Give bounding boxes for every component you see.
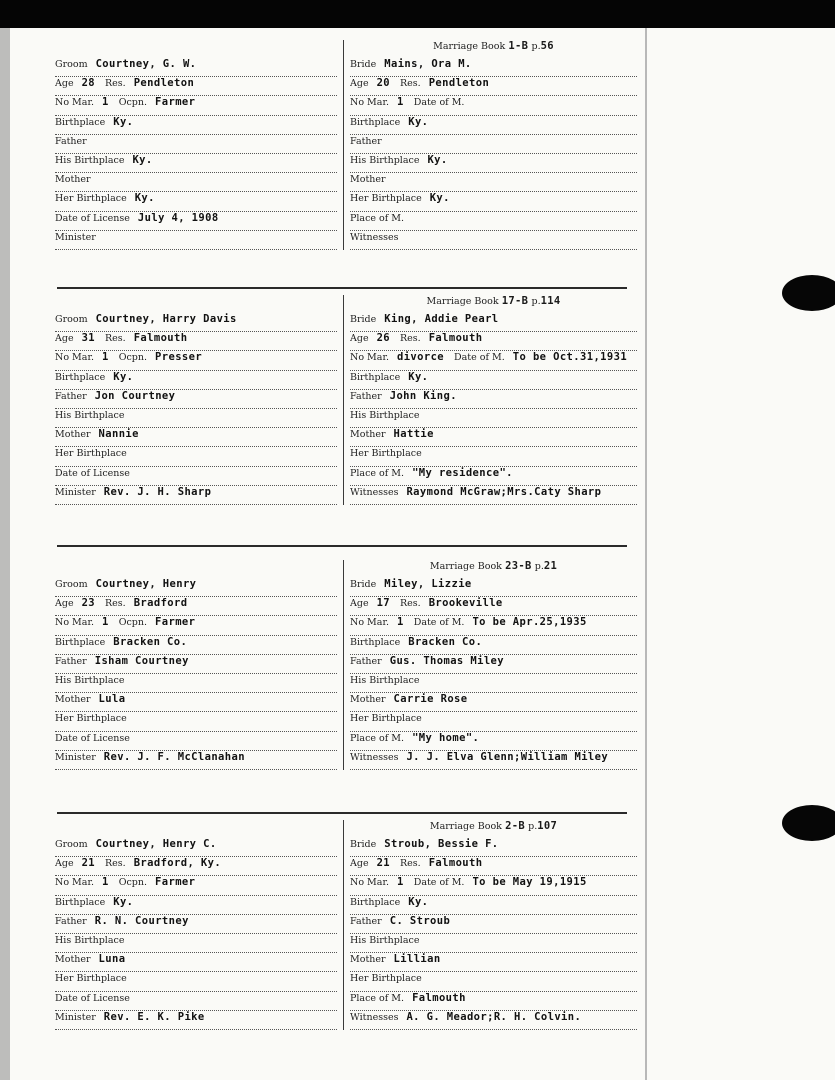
punch-hole-upper <box>782 275 835 311</box>
groom-minister-row: Minister <box>55 231 337 250</box>
bride-column <box>343 40 637 250</box>
bride-mother: Lillian <box>393 953 441 966</box>
marriage-book-page: 107 <box>537 820 558 832</box>
date-of-marriage: To be May 19,1915 <box>472 876 587 889</box>
bride-age-row: Age 21 Res. Falmouth <box>350 857 637 876</box>
page-margin-rule <box>645 28 647 1080</box>
groom-mother-row: Mother Lula <box>55 693 337 712</box>
marriage-book-number: 1-B <box>508 40 529 52</box>
marriage-book-page: 56 <box>540 40 554 52</box>
groom-occupation: Farmer <box>155 616 196 629</box>
bride-his-birthplace-row: His Birthplace <box>350 409 637 428</box>
witnesses-row: Witnesses J. J. Elva Glenn;William Miley <box>350 751 637 770</box>
groom-age: 23 <box>81 597 96 610</box>
groom-his-birthplace <box>124 934 132 946</box>
bride-mother-row: Mother Lillian <box>350 953 637 972</box>
groom-birthplace: Ky. <box>113 115 134 128</box>
bride-age: 20 <box>376 77 391 90</box>
bride-his-birthplace <box>419 934 427 946</box>
place-of-marriage: "My home". <box>412 731 480 744</box>
groom-father: R. N. Courtney <box>94 914 189 927</box>
bride-his-birthplace <box>419 409 427 421</box>
groom-minister <box>96 231 104 243</box>
bride-age-row: Age 20 Res. Pendleton <box>350 77 637 96</box>
groom-father: Isham Courtney <box>94 654 189 667</box>
groom-his-birthplace-row: His Birthplace <box>55 409 337 428</box>
groom-her-birthplace-row: Her Birthplace Ky. <box>55 192 337 211</box>
bride-age: 21 <box>376 857 391 870</box>
bride-father-row: Father C. Stroub <box>350 915 637 934</box>
groom-nomar-row: No Mar. 1 Ocpn. Farmer <box>55 616 337 635</box>
marriage-book-ref: Marriage Book 17-B p.114 <box>426 295 561 307</box>
date-of-marriage <box>464 96 472 108</box>
groom-mother-row: Mother <box>55 173 337 192</box>
bride-name: Mains, Ora M. <box>384 58 472 70</box>
bride-name-row: Bride Mains, Ora M. <box>350 58 637 77</box>
groom-residence: Bradford <box>133 597 188 610</box>
bride-birthplace-row: Birthplace Bracken Co. <box>350 636 637 655</box>
groom-no-mar: 1 <box>101 876 109 889</box>
bride-her-birthplace-row: Her Birthplace <box>350 712 637 731</box>
witnesses-row: Witnesses Raymond McGraw;Mrs.Caty Sharp <box>350 486 637 505</box>
groom-father-row: Father Isham Courtney <box>55 655 337 674</box>
groom-her-birthplace-row: Her Birthplace <box>55 447 337 466</box>
groom-name: Courtney, Harry Davis <box>95 313 237 325</box>
groom-father <box>87 135 95 147</box>
place-of-marriage-row: Place of M. Falmouth <box>350 992 637 1011</box>
groom-father-row: Father <box>55 135 337 154</box>
bride-mother <box>386 173 394 185</box>
bride-father: C. Stroub <box>389 914 451 927</box>
record-separator <box>57 287 627 289</box>
bride-her-birthplace <box>422 447 430 459</box>
groom-her-birthplace <box>127 712 135 724</box>
place-of-marriage-row: Place of M. "My residence". <box>350 467 637 486</box>
bride-his-birthplace <box>419 674 427 686</box>
groom-his-birthplace <box>124 674 132 686</box>
bride-age: 17 <box>376 597 391 610</box>
bride-birthplace: Ky. <box>408 370 429 383</box>
groom-father-row: Father R. N. Courtney <box>55 915 337 934</box>
groom-occupation: Presser <box>155 351 203 364</box>
bride-nomar-row: No Mar. 1 Date of M. <box>350 96 637 115</box>
bride-nomar-row: No Mar. 1 Date of M. To be May 19,1915 <box>350 876 637 895</box>
groom-minister-row: Minister Rev. E. K. Pike <box>55 1011 337 1030</box>
groom-residence: Falmouth <box>133 332 188 345</box>
bride-father-row: Father Gus. Thomas Miley <box>350 655 637 674</box>
groom-date-of-license <box>130 467 138 479</box>
witnesses: J. J. Elva Glenn;William Miley <box>406 750 609 763</box>
groom-date-of-license <box>130 992 138 1004</box>
groom-age-row: Age 28 Res. Pendleton <box>55 77 337 96</box>
marriage-book-page: 114 <box>540 295 561 307</box>
groom-date-of-license <box>130 732 138 744</box>
record-separator <box>57 812 627 814</box>
groom-minister: Rev. J. F. McClanahan <box>103 750 245 763</box>
groom-her-birthplace-row: Her Birthplace <box>55 712 337 731</box>
groom-birthplace: Ky. <box>113 370 134 383</box>
bride-residence: Pendleton <box>428 77 490 90</box>
groom-nomar-row: No Mar. 1 Ocpn. Presser <box>55 351 337 370</box>
groom-nomar-row: No Mar. 1 Ocpn. Farmer <box>55 96 337 115</box>
groom-his-birthplace: Ky. <box>132 153 153 166</box>
bride-residence: Falmouth <box>428 857 483 870</box>
bride-name-row: Bride Stroub, Bessie F. <box>350 838 637 857</box>
groom-minister-row: Minister Rev. J. H. Sharp <box>55 486 337 505</box>
bride-name: Stroub, Bessie F. <box>384 838 499 850</box>
date-of-marriage: To be Oct.31,1931 <box>512 351 628 364</box>
bride-column <box>343 820 637 1030</box>
bride-residence: Brookeville <box>428 597 503 610</box>
scan-top-border <box>0 0 835 28</box>
bride-her-birthplace-row: Her Birthplace <box>350 447 637 466</box>
groom-mother-row: Mother Nannie <box>55 428 337 447</box>
place-of-marriage: Falmouth <box>412 991 466 1004</box>
groom-license-row: Date of License <box>55 467 337 486</box>
bride-mother-row: Mother <box>350 173 637 192</box>
groom-birthplace: Bracken Co. <box>113 635 188 648</box>
witnesses: Raymond McGraw;Mrs.Caty Sharp <box>406 485 602 498</box>
bride-his-birthplace-row: His Birthplace <box>350 934 637 953</box>
groom-occupation: Farmer <box>155 876 196 889</box>
groom-mother <box>91 173 99 185</box>
marriage-book-ref: Marriage Book 23-B p.21 <box>429 560 558 572</box>
bride-residence: Falmouth <box>428 332 483 345</box>
witnesses-row: Witnesses A. G. Meador;R. H. Colvin. <box>350 1011 637 1030</box>
groom-her-birthplace <box>127 447 135 459</box>
place-of-marriage-row: Place of M. "My home". <box>350 732 637 751</box>
groom-occupation: Farmer <box>155 96 196 109</box>
bride-her-birthplace <box>422 972 430 984</box>
bride-no-mar: 1 <box>396 96 404 109</box>
bride-mother: Carrie Rose <box>393 693 468 706</box>
witnesses <box>398 231 406 243</box>
groom-column <box>55 560 337 770</box>
bride-father <box>382 135 390 147</box>
groom-age-row: Age 23 Res. Bradford <box>55 597 337 616</box>
punch-hole-lower <box>782 805 835 841</box>
bride-name-row: Bride Miley, Lizzie <box>350 578 637 597</box>
witnesses: A. G. Meador;R. H. Colvin. <box>406 1010 582 1023</box>
groom-no-mar: 1 <box>101 351 109 364</box>
bride-his-birthplace-row: His Birthplace <box>350 674 637 693</box>
bride-birthplace-row: Birthplace Ky. <box>350 116 637 135</box>
groom-name-row: Groom Courtney, G. W. <box>55 58 337 77</box>
groom-name: Courtney, G. W. <box>95 58 197 70</box>
groom-license-row: Date of License <box>55 732 337 751</box>
bride-nomar-row: No Mar. 1 Date of M. To be Apr.25,1935 <box>350 616 637 635</box>
groom-mother-row: Mother Luna <box>55 953 337 972</box>
marriage-book-number: 2-B <box>505 820 525 832</box>
marriage-book-number: 17-B <box>501 295 529 307</box>
bride-mother-row: Mother Carrie Rose <box>350 693 637 712</box>
groom-column <box>55 820 337 1030</box>
bride-column <box>343 560 637 770</box>
bride-birthplace-row: Birthplace Ky. <box>350 371 637 390</box>
groom-column <box>55 40 337 250</box>
bride-mother: Hattie <box>393 428 434 441</box>
groom-her-birthplace-row: Her Birthplace <box>55 972 337 991</box>
bride-her-birthplace: Ky. <box>429 192 450 205</box>
marriage-book-ref: Marriage Book 2-B p.107 <box>429 820 558 832</box>
bride-name: King, Addie Pearl <box>384 313 499 325</box>
bride-birthplace: Ky. <box>408 895 429 908</box>
bride-father-row: Father John King. <box>350 390 637 409</box>
groom-her-birthplace <box>127 972 135 984</box>
groom-residence: Pendleton <box>133 77 195 90</box>
groom-age-row: Age 31 Res. Falmouth <box>55 332 337 351</box>
bride-age-row: Age 26 Res. Falmouth <box>350 332 637 351</box>
bride-no-mar: 1 <box>396 876 404 889</box>
place-of-marriage-row: Place of M. <box>350 212 637 231</box>
groom-birthplace-row: Birthplace Ky. <box>55 116 337 135</box>
marriage-book-number: 23-B <box>505 560 532 572</box>
bride-column <box>343 295 637 505</box>
groom-his-birthplace-row: His Birthplace <box>55 674 337 693</box>
place-of-marriage: "My residence". <box>412 466 513 479</box>
groom-age-row: Age 21 Res. Bradford, Ky. <box>55 857 337 876</box>
groom-his-birthplace <box>124 409 132 421</box>
groom-father: Jon Courtney <box>94 389 176 402</box>
groom-father-row: Father Jon Courtney <box>55 390 337 409</box>
groom-age: 21 <box>81 857 96 870</box>
bride-mother-row: Mother Hattie <box>350 428 637 447</box>
groom-his-birthplace-row: His Birthplace Ky. <box>55 154 337 173</box>
groom-mother: Nannie <box>98 428 139 441</box>
witnesses-row: Witnesses <box>350 231 637 250</box>
bride-father-row: Father <box>350 135 637 154</box>
groom-birthplace: Ky. <box>113 895 134 908</box>
place-of-marriage <box>404 212 412 224</box>
groom-nomar-row: No Mar. 1 Ocpn. Farmer <box>55 876 337 895</box>
groom-license-row: Date of License July 4, 1908 <box>55 212 337 231</box>
groom-name: Courtney, Henry C. <box>95 838 217 850</box>
groom-no-mar: 1 <box>101 616 109 629</box>
groom-name-row: Groom Courtney, Henry <box>55 578 337 597</box>
bride-his-birthplace: Ky. <box>427 153 448 166</box>
bride-name: Miley, Lizzie <box>384 578 472 590</box>
bride-her-birthplace-row: Her Birthplace <box>350 972 637 991</box>
groom-birthplace-row: Birthplace Ky. <box>55 896 337 915</box>
record-separator <box>57 545 627 547</box>
bride-birthplace-row: Birthplace Ky. <box>350 896 637 915</box>
bride-father: John King. <box>389 389 457 402</box>
bride-age: 26 <box>376 332 391 345</box>
marriage-book-page: 21 <box>543 560 558 572</box>
groom-date-of-license: July 4, 1908 <box>137 211 219 224</box>
date-of-marriage: To be Apr.25,1935 <box>472 616 587 629</box>
bride-birthplace: Ky. <box>408 115 429 128</box>
groom-minister: Rev. E. K. Pike <box>103 1010 205 1023</box>
bride-no-mar: divorce <box>396 351 445 364</box>
groom-her-birthplace: Ky. <box>134 192 155 205</box>
groom-license-row: Date of License <box>55 992 337 1011</box>
bride-her-birthplace <box>422 712 430 724</box>
bride-birthplace: Bracken Co. <box>408 635 483 648</box>
bride-nomar-row: No Mar. divorce Date of M. To be Oct.31,1931 <box>350 351 637 370</box>
groom-column <box>55 295 337 505</box>
groom-mother: Lula <box>98 693 126 706</box>
groom-name-row: Groom Courtney, Harry Davis <box>55 313 337 332</box>
bride-name-row: Bride King, Addie Pearl <box>350 313 637 332</box>
groom-age: 31 <box>81 332 96 345</box>
groom-birthplace-row: Birthplace Bracken Co. <box>55 636 337 655</box>
groom-no-mar: 1 <box>101 96 109 109</box>
bride-his-birthplace-row: His Birthplace Ky. <box>350 154 637 173</box>
groom-birthplace-row: Birthplace Ky. <box>55 371 337 390</box>
marriage-book-ref: Marriage Book 1-B p.56 <box>433 40 554 52</box>
groom-mother: Luna <box>98 953 126 966</box>
scan-left-edge <box>0 28 10 1080</box>
groom-name: Courtney, Henry <box>95 578 197 590</box>
groom-minister-row: Minister Rev. J. F. McClanahan <box>55 751 337 770</box>
groom-age: 28 <box>81 77 96 90</box>
groom-name-row: Groom Courtney, Henry C. <box>55 838 337 857</box>
bride-father: Gus. Thomas Miley <box>389 654 504 667</box>
bride-age-row: Age 17 Res. Brookeville <box>350 597 637 616</box>
groom-residence: Bradford, Ky. <box>133 857 222 870</box>
groom-his-birthplace-row: His Birthplace <box>55 934 337 953</box>
bride-no-mar: 1 <box>396 616 404 629</box>
groom-minister: Rev. J. H. Sharp <box>103 485 212 498</box>
bride-her-birthplace-row: Her Birthplace Ky. <box>350 192 637 211</box>
